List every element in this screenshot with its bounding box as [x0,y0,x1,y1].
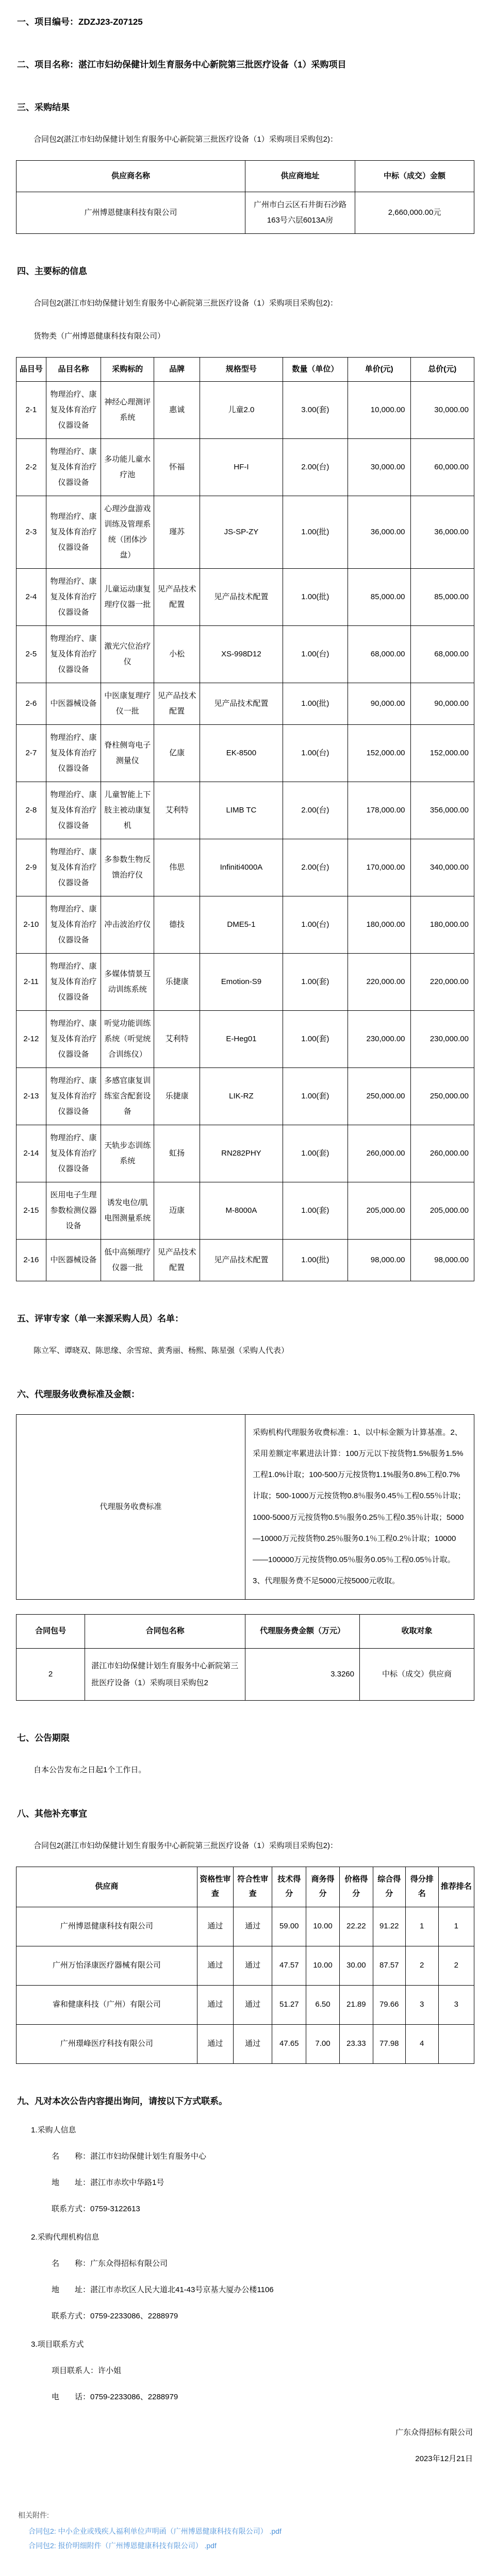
section-8-heading: 八、其他补充事宜 [17,1808,87,1819]
table-cell: 物理治疗、康复及体育治疗仪器设备 [46,496,101,568]
table-cell: 10.00 [306,1907,340,1946]
table-row [16,496,474,568]
table-cell: 2,660,000.00元 [355,192,474,234]
table-cell: 180,000.00 [410,896,474,953]
column-header: 规格型号 [200,358,283,382]
table-cell: 中医康复理疗仪一批 [101,683,154,724]
table-cell: 物理治疗、康复及体育治疗仪器设备 [46,381,101,438]
table-cell: E-Heg01 [200,1010,283,1067]
section-3-heading: 三、采购结果 [17,103,70,112]
column-header: 单价(元) [348,358,410,382]
table-cell: 1.00(套) [283,1067,348,1125]
signature-date: 2023年12月21日 [415,2454,473,2463]
table-cell: 见产品技术配置 [200,683,283,724]
table-cell: 2-7 [16,724,46,782]
table-cell: 2-10 [16,896,46,953]
table-cell: 物理治疗、康复及体育治疗仪器设备 [46,625,101,683]
table-cell: 通过 [233,2024,272,2063]
table-cell: 2-11 [16,953,46,1010]
table-cell: 1.00(批) [283,496,348,568]
table-cell: 虹扬 [154,1125,200,1182]
table-cell: 2-9 [16,839,46,896]
table-cell: 98,000.00 [410,1239,474,1281]
table-cell: 6.50 [306,1985,340,2024]
column-header: 供应商名称 [16,161,245,192]
table-cell: 广州璟峰医疗科技有限公司 [16,2024,197,2063]
table-header-row [16,161,474,192]
table-cell: 脊柱侧弯电子测量仪 [101,724,154,782]
table-cell: 见产品技术配置 [154,568,200,625]
table-cell: 3 [405,1985,438,2024]
table-cell: 90,000.00 [348,683,410,724]
table-cell: 广州博恩健康科技有限公司 [16,192,245,234]
table-cell: 广州万怡泽康医疗器械有限公司 [16,1946,197,1985]
table-cell: 天轨步态训练系统 [101,1125,154,1182]
table-cell: LIK-RZ [200,1067,283,1125]
table-cell: 85,000.00 [410,568,474,625]
table-row [16,1010,474,1067]
table-cell: 通过 [233,1985,272,2024]
table-row [16,724,474,782]
table-cell: 10.00 [306,1946,340,1985]
section-7-heading: 七、公告期限 [17,1733,70,1743]
table-row [16,1182,474,1239]
table-cell: 180,000.00 [348,896,410,953]
table-cell: 205,000.00 [410,1182,474,1239]
table-row [16,1239,474,1281]
table-cell: 中医器械设备 [46,683,101,724]
table-cell: 惠诚 [154,381,200,438]
table-cell: 物理治疗、康复及体育治疗仪器设备 [46,839,101,896]
section-4-intro1: 合同包2(湛江市妇幼保健计划生育服务中心新院第三批医疗设备（1）采购项目采购包2)： [34,299,338,308]
table-cell: 220,000.00 [348,953,410,1010]
table-cell: 通过 [197,1907,233,1946]
table-cell: 2 [16,1648,85,1700]
table-cell: 30,000.00 [410,381,474,438]
table-cell: 21.89 [339,1985,373,2024]
table-cell: 乐捷康 [154,1067,200,1125]
supplier-result-table [16,160,474,234]
fee-standard-text: 采购机构代理服务收费标准：1、以中标金额为计算基准。2、采用差额定率累进法计算：100万元以下按货物1.5%服务1.5%工程1.0%计取；100-500万元按货物1.1%服务0.8%工程0.7%计取；500-1000万元按货物0.8％服务0.45％工程0.55％计取；1000-5000万元按货物0.5％服务0.25％工程0.35％计取；5000—10000万元按货物0.25％服务0.1％工程0.2％计取；10000——100000万元按货物0.05％服务0.05％工程0.05％计取。3、代理服务费不足5000元按5000元收取。 [245,1414,474,1599]
project-contact-person: 项目联系人：许小姐 [52,2366,122,2375]
table-row [16,953,474,1010]
expert-names: 陈立军、谭晓双、陈思缘、余雪琼、黄秀丽、杨熙、陈星强（采购人代表） [34,1346,289,1355]
purchaser-contact: 联系方式：0759-3122613 [52,2204,140,2213]
attachment-link[interactable]: 合同包2: 中小企业或残疾人福利单位声明函（广州博恩健康科技有限公司） .pdf [28,2527,282,2535]
table-cell: 2-3 [16,496,46,568]
column-header: 资格性审查 [197,1867,233,1907]
table-cell: LIMB TC [200,782,283,839]
column-header: 符合性审查 [233,1867,272,1907]
notice-period-text: 自本公告发布之日起1个工作日。 [34,1765,146,1774]
table-cell: 1.00(台) [283,724,348,782]
attachment-links [18,2526,479,2552]
column-header: 总价(元) [410,358,474,382]
table-cell: 10,000.00 [348,381,410,438]
section-2-heading: 二、项目名称：湛江市妇幼保健计划生育服务中心新院第三批医疗设备（1）采购项目 [17,60,346,70]
table-cell: RN282PHY [200,1125,283,1182]
table-cell: 物理治疗、康复及体育治疗仪器设备 [46,724,101,782]
agency-fee-standard-table [16,1414,474,1600]
table-cell: 艾利特 [154,1010,200,1067]
column-header: 技术得分 [272,1867,306,1907]
table-cell: 中标（成交）供应商 [359,1648,474,1700]
attachments-section [18,2510,479,2552]
table-cell: 152,000.00 [348,724,410,782]
section-5-heading: 五、评审专家（单一来源采购人员）名单： [17,1313,184,1324]
attachments-label: 相关附件: [18,2511,49,2519]
table-cell: 22.22 [339,1907,373,1946]
section-9-heading: 九、凡对本次公告内容提出询问，请按以下方式联系。 [17,2096,227,2106]
table-cell: JS-SP-ZY [200,496,283,568]
agency-fee-amount-table [16,1614,474,1701]
table-cell: 心理沙盘游戏训练及管理系统（团体沙盘） [101,496,154,568]
table-cell: 230,000.00 [348,1010,410,1067]
table-cell: 47.57 [272,1946,306,1985]
agency-address: 地 址：湛江市赤坎区人民大道北41-43号京基大厦办公楼1106 [52,2285,274,2294]
table-cell: 乐捷康 [154,953,200,1010]
table-cell [438,2024,474,2063]
column-header: 数量（单位） [283,358,348,382]
table-row [16,1648,474,1700]
column-header: 品牌 [154,358,200,382]
table-cell: 湛江市妇幼保健计划生育服务中心新院第三批医疗设备（1）采购项目采购包2 [85,1648,245,1700]
table-cell: 205,000.00 [348,1182,410,1239]
table-cell: 1.00(台) [283,625,348,683]
table-cell: 物理治疗、康复及体育治疗仪器设备 [46,896,101,953]
table-cell: 152,000.00 [410,724,474,782]
table-cell: 物理治疗、康复及体育治疗仪器设备 [46,438,101,496]
column-header: 中标（成交）金额 [355,161,474,192]
table-cell: 77.98 [373,2024,405,2063]
purchaser-address: 地 址：湛江市赤坎中华路1号 [52,2178,164,2187]
table-cell: 见产品技术配置 [200,568,283,625]
agency-contact: 联系方式：0759-2233086、2288979 [52,2311,178,2320]
table-cell: 1.00(套) [283,1182,348,1239]
table-row [16,438,474,496]
goods-detail-table [16,357,474,1281]
table-row [16,568,474,625]
column-header: 品目号 [16,358,46,382]
table-cell: 物理治疗、康复及体育治疗仪器设备 [46,1125,101,1182]
table-cell: 1.00(台) [283,896,348,953]
table-cell: 79.66 [373,1985,405,2024]
table-row [16,192,474,234]
table-row [16,381,474,438]
table-cell: 医用电子生理参数检测仪器设备 [46,1182,101,1239]
section-6-heading: 六、代理服务收费标准及金额： [17,1389,140,1399]
table-cell: 通过 [233,1907,272,1946]
table-cell: 冲击波治疗仪 [101,896,154,953]
table-row [16,1067,474,1125]
table-cell: Emotion-S9 [200,953,283,1010]
table-row [16,683,474,724]
table-cell: 中医器械设备 [46,1239,101,1281]
table-cell: 多功能儿童水疗池 [101,438,154,496]
table-row [16,1907,474,1946]
table-cell: 儿童运动康复理疗仪器一批 [101,568,154,625]
table-cell: 4 [405,2024,438,2063]
column-header: 合同包名称 [85,1614,245,1648]
column-header: 综合得分 [373,1867,405,1907]
fee-standard-label: 代理服务收费标准 [16,1414,245,1599]
section-3-intro: 合同包2(湛江市妇幼保健计划生育服务中心新院第三批医疗设备（1）采购项目采购包2)： [34,135,338,144]
table-row [16,625,474,683]
table-cell: 广州市白云区石井街石沙路163号六层6013A房 [245,192,355,234]
table-cell: 3.00(套) [283,381,348,438]
table-cell: 36,000.00 [410,496,474,568]
table-cell: 59.00 [272,1907,306,1946]
agency-name: 名 称：广东众得招标有限公司 [52,2259,168,2268]
table-cell: XS-998D12 [200,625,283,683]
column-header: 推荐排名 [438,1867,474,1907]
table-cell: 68,000.00 [348,625,410,683]
purchaser-name: 名 称：湛江市妇幼保健计划生育服务中心 [52,2151,207,2161]
section-1-heading: 一、项目编号：ZDZJ23-Z07125 [17,17,143,27]
table-cell: 2-4 [16,568,46,625]
table-cell: 60,000.00 [410,438,474,496]
table-cell: 250,000.00 [348,1067,410,1125]
column-header: 供应商 [16,1867,197,1907]
table-row [16,782,474,839]
column-header: 采购标的 [101,358,154,382]
table-cell: 通过 [233,1946,272,1985]
table-cell: 2-6 [16,683,46,724]
table-cell: 瑾苏 [154,496,200,568]
table-cell: 2.00(台) [283,782,348,839]
table-row [16,2024,474,2063]
table-cell: 多感官康复训练室含配套设备 [101,1067,154,1125]
table-cell: 87.57 [373,1946,405,1985]
table-cell: 356,000.00 [410,782,474,839]
table-cell: 91.22 [373,1907,405,1946]
table-cell: 220,000.00 [410,953,474,1010]
table-cell: 2-14 [16,1125,46,1182]
table-cell: 广州博恩健康科技有限公司 [16,1907,197,1946]
table-header-row [16,1867,474,1907]
table-cell: 迈康 [154,1182,200,1239]
table-cell: 伟思 [154,839,200,896]
table-cell: 亿康 [154,724,200,782]
table-cell: 多媒体情景互动训练系统 [101,953,154,1010]
column-header: 收取对象 [359,1614,474,1648]
table-header-row [16,358,474,382]
contact-block [0,2124,479,2402]
table-cell: 物理治疗、康复及体育治疗仪器设备 [46,1067,101,1125]
column-header: 商务得分 [306,1867,340,1907]
table-cell: 51.27 [272,1985,306,2024]
table-cell: 2-12 [16,1010,46,1067]
table-cell: 艾利特 [154,782,200,839]
project-contact-title: 3.项目联系方式 [31,2340,84,2349]
table-cell: 见产品技术配置 [154,1239,200,1281]
table-cell: 通过 [197,1946,233,1985]
table-cell: 1.00(套) [283,1125,348,1182]
table-cell: HF-I [200,438,283,496]
table-row [16,839,474,896]
table-cell: 30,000.00 [348,438,410,496]
table-cell: 36,000.00 [348,496,410,568]
table-cell: 见产品技术配置 [154,683,200,724]
table-cell: 1.00(套) [283,1010,348,1067]
table-cell: 1.00(批) [283,568,348,625]
table-cell: 物理治疗、康复及体育治疗仪器设备 [46,1010,101,1067]
table-cell: 1.00(批) [283,683,348,724]
table-row [16,1985,474,2024]
table-cell: 230,000.00 [410,1010,474,1067]
table-cell: 通过 [197,2024,233,2063]
table-cell: 睿和健康科技（广州）有限公司 [16,1985,197,2024]
table-cell: 2-13 [16,1067,46,1125]
table-row [16,896,474,953]
table-cell: 1 [438,1907,474,1946]
table-cell: 2-8 [16,782,46,839]
table-cell: 低中高频理疗仪器一批 [101,1239,154,1281]
table-cell: 170,000.00 [348,839,410,896]
table-cell: 见产品技术配置 [200,1239,283,1281]
table-cell: 30.00 [339,1946,373,1985]
table-cell: 多参数生物反馈治疗仪 [101,839,154,896]
table-row [16,1125,474,1182]
table-cell: 物理治疗、康复及体育治疗仪器设备 [46,953,101,1010]
table-cell: 物理治疗、康复及体育治疗仪器设备 [46,568,101,625]
table-cell: 178,000.00 [348,782,410,839]
table-cell: 68,000.00 [410,625,474,683]
table-cell: EK-8500 [200,724,283,782]
table-cell: 3 [438,1985,474,2024]
table-cell: 260,000.00 [348,1125,410,1182]
table-cell: 诱发电位/肌电图测量系统 [101,1182,154,1239]
table-cell: 神经心理测评系统 [101,381,154,438]
table-cell: 3.3260 [245,1648,359,1700]
section-8-intro: 合同包2(湛江市妇幼保健计划生育服务中心新院第三批医疗设备（1）采购项目采购包2)： [34,1841,338,1850]
table-cell: M-8000A [200,1182,283,1239]
table-cell: 47.65 [272,2024,306,2063]
table-cell: 1 [405,1907,438,1946]
column-header: 合同包号 [16,1614,85,1648]
table-cell: Infiniti4000A [200,839,283,896]
attachment-link[interactable]: 合同包2: 报价明细附件（广州博恩健康科技有限公司） .pdf [28,2541,217,2550]
table-cell: 2-15 [16,1182,46,1239]
column-header: 品目名称 [46,358,101,382]
table-cell: 90,000.00 [410,683,474,724]
column-header: 供应商地址 [245,161,355,192]
project-contact-phone: 电 话：0759-2233086、2288979 [52,2392,178,2401]
table-header-row [16,1614,474,1648]
table-cell: 7.00 [306,2024,340,2063]
table-cell: 听觉功能训练系统（听觉统合训练仪） [101,1010,154,1067]
table-cell: 2-2 [16,438,46,496]
table-cell: 通过 [197,1985,233,2024]
table-cell: 2-16 [16,1239,46,1281]
purchaser-info-title: 1.采购人信息 [31,2125,76,2134]
table-cell: 儿童智能上下肢主被动康复机 [101,782,154,839]
table-cell: DME5-1 [200,896,283,953]
table-cell: 小松 [154,625,200,683]
section-4-intro2: 货物类（广州博恩健康科技有限公司） [34,332,166,341]
table-cell: 激光穴位治疗仪 [101,625,154,683]
table-cell: 23.33 [339,2024,373,2063]
section-4-heading: 四、主要标的信息 [17,266,87,276]
table-cell: 340,000.00 [410,839,474,896]
table-cell: 260,000.00 [410,1125,474,1182]
table-cell: 怀福 [154,438,200,496]
table-row [16,1946,474,1985]
table-row [16,1414,474,1599]
table-cell: 2.00(台) [283,839,348,896]
table-cell: 2.00(台) [283,438,348,496]
column-header: 价格得分 [339,1867,373,1907]
signature-block [0,2427,479,2464]
table-cell: 德技 [154,896,200,953]
signature-company: 广东众得招标有限公司 [395,2428,473,2437]
table-cell: 儿童2.0 [200,381,283,438]
agency-info-title: 2.采购代理机构信息 [31,2232,100,2242]
table-cell: 250,000.00 [410,1067,474,1125]
table-cell: 2 [405,1946,438,1985]
table-cell: 物理治疗、康复及体育治疗仪器设备 [46,782,101,839]
table-cell: 85,000.00 [348,568,410,625]
table-cell: 1.00(套) [283,953,348,1010]
column-header: 得分排名 [405,1867,438,1907]
supplier-score-table [16,1867,474,2064]
table-cell: 1.00(批) [283,1239,348,1281]
table-cell: 2-5 [16,625,46,683]
table-cell: 2-1 [16,381,46,438]
column-header: 代理服务费金额（万元） [245,1614,359,1648]
table-cell: 2 [438,1946,474,1985]
table-cell: 98,000.00 [348,1239,410,1281]
